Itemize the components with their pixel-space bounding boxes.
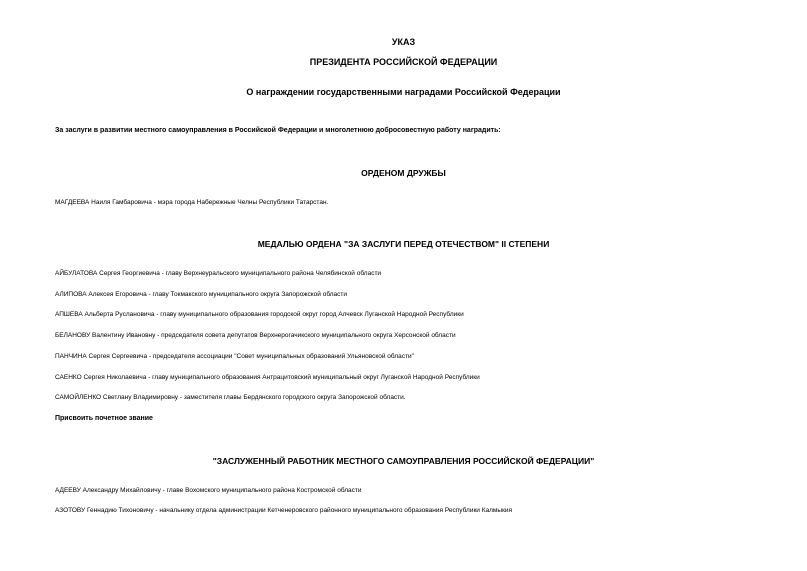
list-item: САЕНКО Сергея Николаевича - главу муниципального образования Антрацитовский муниципальный округ Луганской Народной Республики xyxy=(55,374,480,381)
list-item: АЙБУЛАТОВА Сергея Георгиевича - главу Верхнеуральского муниципального района Челябинской области xyxy=(55,270,382,277)
honorary-title-lead: Присвоить почетное звание xyxy=(55,415,153,422)
list-item: АЗОТОВУ Геннадию Тихоновичу - начальнику отдела администрации Кетченеровского районного муниципального образования Республики Калмыкия xyxy=(55,507,513,514)
list-item: АПШЕВА Альберта Руслановича - главу муниципального образования городской округ город Алчевск Луганской Народной Республики xyxy=(55,311,464,318)
president-title: ПРЕЗИДЕНТА РОССИЙСКОЙ ФЕДЕРАЦИИ xyxy=(309,57,498,67)
award-intro: За заслуги в развитии местного самоуправления в Российской Федерации и многолетнюю добросовестную работу наградить: xyxy=(55,127,501,134)
list-item: САМОЙЛЕНКО Светлану Владимировну - заместителя главы Бердянского городского округа Запорожской области. xyxy=(55,394,406,401)
list-item: АЛИПОВА Алексея Егоровича - главу Токмакского муниципального округа Запорожской области xyxy=(55,291,348,298)
list-item: МАГДЕЕВА Наиля Гамбаровича - мэра города Набережные Челны Республики Татарстан. xyxy=(55,199,329,206)
decree-subject: О награждении государственными наградами Российской Федерации xyxy=(246,87,561,97)
list-item: БЕЛАНОВУ Валентину Ивановну - председателя совета депутатов Верхнерогачикского муниципального округа Херсонской области xyxy=(55,332,456,339)
decree-title: УКАЗ xyxy=(391,37,416,47)
list-item: ПАНЧИНА Сергея Сергеевича - председателя ассоциации "Совет муниципальных образований Ульяновской области" xyxy=(55,353,414,360)
section-title-order-friendship: ОРДЕНОМ ДРУЖБЫ xyxy=(361,168,446,178)
section-title-honorary: "ЗАСЛУЖЕННЫЙ РАБОТНИК МЕСТНОГО САМОУПРАВЛЕНИЯ РОССИЙСКОЙ ФЕДЕРАЦИИ" xyxy=(212,456,595,466)
list-item: АДЕЕВУ Александру Михайловичу - главе Вохомского муниципального района Костромской области xyxy=(55,487,362,494)
section-title-medal: МЕДАЛЬЮ ОРДЕНА "ЗА ЗАСЛУГИ ПЕРЕД ОТЕЧЕСТВОМ" II СТЕПЕНИ xyxy=(257,239,550,249)
